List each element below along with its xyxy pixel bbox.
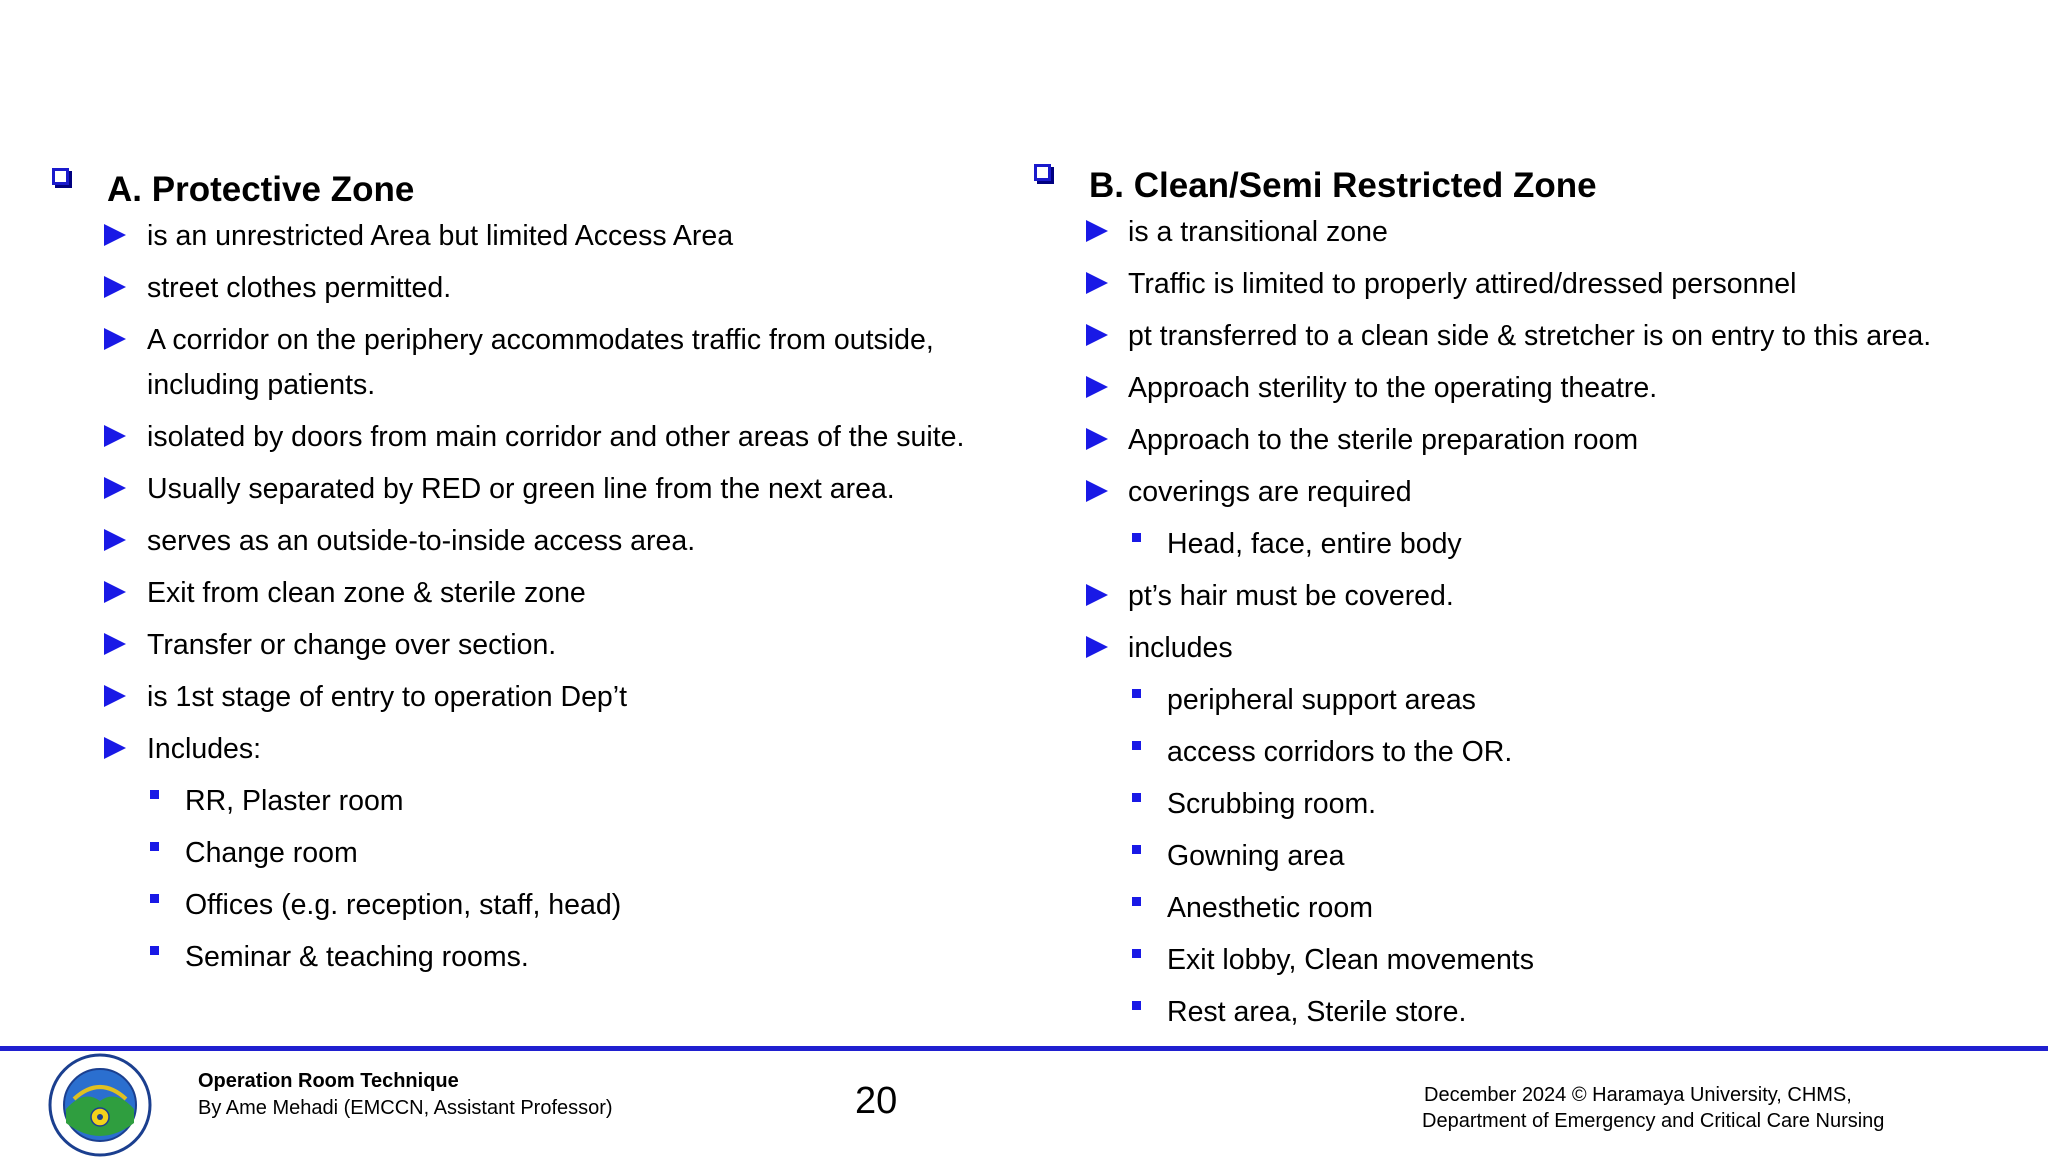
list-item: is an unrestricted Area but limited Access Area xyxy=(52,214,1012,259)
square-bullet-icon xyxy=(150,842,159,851)
sub-list-item: Scrubbing room. xyxy=(1034,782,2024,827)
university-logo-icon xyxy=(44,1053,156,1157)
zone-a-heading-row xyxy=(52,158,1012,214)
triangle-bullet-icon xyxy=(1086,272,1108,294)
triangle-bullet-icon xyxy=(1086,376,1108,398)
sub-list-item: RR, Plaster room xyxy=(52,779,1012,824)
triangle-bullet-icon xyxy=(104,477,126,499)
square-bullet-icon xyxy=(150,894,159,903)
triangle-bullet-icon xyxy=(104,276,126,298)
triangle-bullet-icon xyxy=(1086,636,1108,658)
list-item: Approach to the sterile preparation room xyxy=(1034,418,2024,463)
square-bullet-icon xyxy=(1132,689,1141,698)
list-item: pt’s hair must be covered. xyxy=(1034,574,2024,619)
triangle-bullet-icon xyxy=(104,224,126,246)
square-bullet-icon xyxy=(150,946,159,955)
zone-b-heading: B. Clean/Semi Restricted Zone xyxy=(1089,166,1597,205)
square-bullet-icon xyxy=(1132,1001,1141,1010)
list-item: Exit from clean zone & sterile zone xyxy=(52,571,1012,616)
list-item: isolated by doors from main corridor and other areas of the suite. xyxy=(52,415,1012,460)
sub-list-item: Rest area, Sterile store. xyxy=(1034,990,2024,1035)
triangle-bullet-icon xyxy=(104,737,126,759)
list-item: street clothes permitted. xyxy=(52,266,1012,311)
square-bullet-icon xyxy=(1132,897,1141,906)
sub-list-item: Seminar & teaching rooms. xyxy=(52,935,1012,980)
list-item: Usually separated by RED or green line from the next area. xyxy=(52,467,1012,512)
triangle-bullet-icon xyxy=(104,328,126,350)
triangle-bullet-icon xyxy=(104,685,126,707)
footer-rule xyxy=(0,1046,2048,1051)
triangle-bullet-icon xyxy=(1086,480,1108,502)
zone-b-heading-row xyxy=(1034,154,2024,210)
zone-b-column xyxy=(1034,154,2024,1042)
zone-a-heading: A. Protective Zone xyxy=(107,170,415,209)
triangle-bullet-icon xyxy=(104,529,126,551)
square-bullet-icon xyxy=(1132,533,1141,542)
list-item: serves as an outside-to-inside access area. xyxy=(52,519,1012,564)
credit-line-2: Department of Emergency and Critical Care Nursing xyxy=(1422,1110,1885,1132)
list-item: is a transitional zone xyxy=(1034,210,2024,255)
list-item: Includes: xyxy=(52,727,1012,772)
list-item: pt transferred to a clean side & stretcher is on entry to this area. xyxy=(1034,314,2024,359)
list-item: coverings are required xyxy=(1034,470,2024,515)
list-item: Transfer or change over section. xyxy=(52,623,1012,668)
sub-list-item: Offices (e.g. reception, staff, head) xyxy=(52,883,1012,928)
sub-list-item: peripheral support areas xyxy=(1034,678,2024,723)
square-bullet-icon xyxy=(1132,741,1141,750)
triangle-bullet-icon xyxy=(1086,324,1108,346)
zone-a-column xyxy=(52,158,1012,987)
sub-list-item: Gowning area xyxy=(1034,834,2024,879)
course-title: Operation Room Technique xyxy=(198,1070,459,1092)
triangle-bullet-icon xyxy=(104,425,126,447)
zone-b-list xyxy=(1034,210,2024,1035)
list-item: Approach sterility to the operating theatre. xyxy=(1034,366,2024,411)
triangle-bullet-icon xyxy=(1086,220,1108,242)
checkbox-bullet-icon xyxy=(52,168,69,185)
list-item: is 1st stage of entry to operation Dep’t xyxy=(52,675,1012,720)
page-number: 20 xyxy=(855,1080,898,1122)
sub-list-item: Change room xyxy=(52,831,1012,876)
zone-a-list xyxy=(52,214,1012,980)
list-item: includes xyxy=(1034,626,2024,671)
square-bullet-icon xyxy=(1132,949,1141,958)
triangle-bullet-icon xyxy=(104,633,126,655)
sub-list-item: Exit lobby, Clean movements xyxy=(1034,938,2024,983)
checkbox-bullet-icon xyxy=(1034,164,1051,181)
sub-list-item: Anesthetic room xyxy=(1034,886,2024,931)
sub-list-item: Head, face, entire body xyxy=(1034,522,2024,567)
square-bullet-icon xyxy=(1132,793,1141,802)
triangle-bullet-icon xyxy=(104,581,126,603)
author-line: By Ame Mehadi (EMCCN, Assistant Professor) xyxy=(198,1097,613,1119)
triangle-bullet-icon xyxy=(1086,584,1108,606)
list-item: A corridor on the periphery accommodates traffic from outside, including patients. xyxy=(52,318,1012,408)
triangle-bullet-icon xyxy=(1086,428,1108,450)
sub-list-item: access corridors to the OR. xyxy=(1034,730,2024,775)
list-item: Traffic is limited to properly attired/dressed personnel xyxy=(1034,262,2024,307)
square-bullet-icon xyxy=(1132,845,1141,854)
credit-line-1: December 2024 © Haramaya University, CHMS, xyxy=(1424,1084,1852,1106)
square-bullet-icon xyxy=(150,790,159,799)
